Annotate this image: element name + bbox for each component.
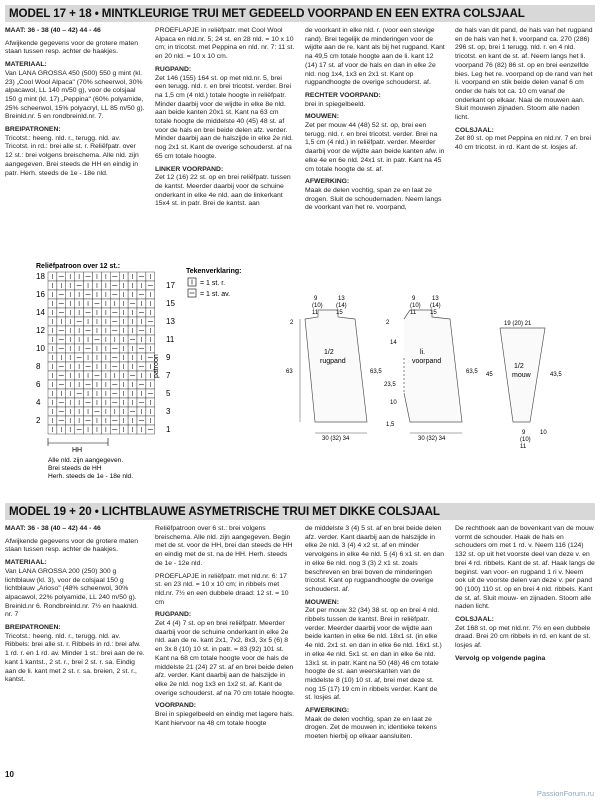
- m2-gauge-text: PROEFLAPJE in reliëfpatr. met nld.nr. 6: 17 st. en 23 nld. = 10 x 10 cm; in ribbels met nld.nr. 7½ en een dubbele draad: 12 st. = 10 cm: [155, 572, 289, 606]
- m2-continued-note: Vervolg op volgende pagina: [455, 654, 546, 662]
- m1-material-heading: MATERIAAL:: [5, 61, 47, 69]
- m2-cowl-text: Zet 168 st. op met nld.nr. 7½ en een dubbele draad. Brei 20 cm ribbels in rd. en kant de st. losjes af.: [455, 624, 591, 650]
- model-17-text-columns: [5, 27, 595, 252]
- m2-material-heading: MATERIAAL:: [5, 559, 47, 567]
- knitting-chart-grid: [48, 272, 155, 434]
- legend-title: Tekenverklaring:: [186, 268, 242, 275]
- m1-back-heading: RUGPAND:: [155, 65, 192, 73]
- m2-finishing-text: Maak de delen vochtig, span ze en laat ze drogen. Zet de mouwen in; identieke tekens moeten hierbij op elkaar aansluiten.: [305, 715, 437, 741]
- m1-front-cont-text: de voorkant in elke nld. r. (voor een stevige rand). Brei tegelijk de minderingen voor de wijdte aan de re. kant als bij het rugpand. Kant na 49,5 cm totale hoogte aan de li. kant 12 (14) 17 st. af voor de hals en dan in elke 2e nld. nog 1x4, 1x3 en 2x1 st. Kant op rugpandhoogte de overige schouderst. af.: [305, 27, 445, 87]
- front-d-11: 11: [410, 310, 417, 316]
- m2-patterns-text: Tricotst.: heeng. nld. r., terugg. nld. av. Ribbels: brei alle st. r. Ribbels in rd.: brei afw. 1 rd. r. en 1 rd. av. Minder 1 st.: brei aan de re. kant 1 kantst., 2 st. r., brei 2 st. r. sa. Eindig aan de li. kant met 2 st. r. sa. breien, 2 st. r., kantst.: [5, 632, 145, 684]
- page-number: 10: [5, 770, 14, 779]
- sleeve-label-1: 1/2: [514, 363, 524, 370]
- m1-patterns-text: Tricotst.: heeng. nld. r., terugg. nld. av. Tricotst. in rd.: brei alle st. r. Reliëfpatr. over 12 st.: brei volgens breischema. Alle nld. zijn aangegeven. Brei steeds de HH en eindig in patr. Herh. steeds de 1e - 18e nld.: [5, 134, 139, 177]
- m2-relief-text: Reliëfpatroon over 6 st.: brei volgens breischema. Alle nld. zijn aangegeven. Begin met de st. voor de HH, brei dan steeds de HH en eindig met de st. na de HH. Herh. steeds de 1e - 12e nld.: [155, 525, 293, 567]
- back-d-2: 2: [290, 320, 294, 326]
- m1-back-text: Zet 146 (155) 164 st. op met nld.nr. 5, brei een terugg. nld. r. en brei tricotst. verder. Brei na 1,5 cm (4 nld.) totale hoogte in reliëfpatr. Minder daarbij voor de wijdte in elke 8e nld. aan beide kanten 20x1 st. Kant na 63 cm totale hoogte de middelste 40 (45) 48 st. af voor de hals en brei beide delen afz. verder. Minder daarbij aan de halszijde in elke 2e nld. nog 2x1 st. Kant de overige schouderst. af na 65 cm totale hoogte.: [155, 74, 293, 160]
- back-d-10: (10): [312, 303, 323, 309]
- front-label-1: li.: [420, 349, 426, 356]
- m2-finishing-cont-text: De rechthoek aan de bovenkant van de mouw vormt de schouder. Haak de hals en schouders om met 1 rd. v. Neem 116 (124) 132 st. op uit het voorste deel van deze v. en brei 4 rd. ribbels. Kant de st. af. Haak langs de beginst. van voor- en rugpand 1 ri v. Neem ook uit de voorste delen van deze v. per pand 90 (100) 110 st. op en brei 4 nld. ribbels. Kant de st. af. Sluit mouw- en zijnaden. Stoom alle naden licht.: [455, 525, 595, 611]
- m2-cowl-heading: COLSJAAL:: [455, 616, 494, 624]
- front-d-9: 9: [412, 296, 416, 302]
- chart-title: Reliëfpatroon over 12 st.:: [36, 263, 121, 270]
- sleeve-d-11: 11: [520, 444, 527, 450]
- m1-finishing-text: Maak de delen vochtig, span ze en laat ze drogen. Sluit de schoudernaden. Neem langs de voorkant van het re. voorpand,: [305, 186, 442, 212]
- m1-size-note: Afwijkende gegevens voor de grotere maten staan tussen resp. achter de haakjes.: [5, 39, 138, 56]
- row-num-11: 11: [166, 335, 175, 344]
- row-num-18: 18: [36, 272, 45, 281]
- front-d-235: 23,5: [384, 382, 396, 388]
- m1-finishing-heading: AFWERKING:: [305, 178, 350, 186]
- m1-patterns-heading: BREIPATRONEN:: [5, 126, 61, 134]
- m2-front-cont-text: de middelste 3 (4) 5 st. af en brei beide delen afz. verder. Kant daarbij aan de halszijde in elke 2e nld. 3 (4) 4 x2 st. af en minder vervolgens in elke 4e nld. 5 (4) 6 x1 st. en dan in elke 6e nld. nog 3 (3) 2 x1 st. zoals beschreven en brei boven de minderingen tricotst. Kant op rugpandhoogte de overige schouderst. af.: [305, 525, 445, 593]
- sleeve-d-435: 43,5: [550, 372, 562, 378]
- model-19-text-columns: [5, 525, 595, 765]
- sleeve-d-10b: 10: [540, 430, 547, 436]
- row-num-3: 3: [166, 407, 171, 416]
- front-d-width: 30 (32) 34: [418, 436, 446, 442]
- m2-column-2: [155, 525, 295, 765]
- front-label-2: voorpand: [412, 358, 442, 365]
- m2-back-text: Zet 4 (4) 7 st. op en brei reliëfpatr. Meerder daarbij voor de schuine onderkant in elke 2e nld. aan de re. kant 2x1, 7x2, 8x3, 3x 5 (6) 8 en 3x 8 (10) 10 st. in patr. = 83 (92) 101 st. Kant na 68 cm totale hoogte voor de hals de middelste 21 (24) 27 st. af en brei beide delen afz. verder. Kant daarbij aan de halszijde in elke 2e nld. nog 1x3 en 1x2 st. af. Kant de overige schouderst. af na 70 cm totale hoogte.: [155, 620, 295, 697]
- legend-purl: = 1 st. av.: [200, 291, 231, 298]
- m1-right-front-heading: RECHTER VOORPAND:: [305, 91, 381, 99]
- m1-left-front-heading: LINKER VOORPAND:: [155, 165, 224, 173]
- front-d-15b: 1,5: [386, 422, 395, 428]
- front-d-10: (10): [410, 303, 421, 309]
- row-num-9: 9: [166, 353, 171, 362]
- m1-size: MAAT: 36 - 38 (40 – 42) 44 - 46: [5, 27, 101, 34]
- row-num-8: 8: [36, 362, 41, 371]
- sleeve-label-2: mouw: [512, 372, 531, 379]
- m2-column-3: [305, 525, 445, 765]
- m1-sleeves-text: Zet per mouw 44 (48) 52 st. op, brei een terugg. nld. r. en brei tricotst. verder. Brei na 1,5 cm (4 nld.) in reliëfpatr. verder. Meerder daarbij voor de wijdte aan beide kanten afw. in elke 4e en 6e nld. 24x1 st. in patr. Kant na 45 cm totale hoogte de st. af.: [305, 122, 445, 173]
- m1-gauge-text: PROEFLAPJE in reliëfpatr. met Cool Wool Alpaca en nld.nr. 5; 24 st. en 28 nld. = 10 x 10 cm; in tricotst. met Peppina en nld. nr. 7: 11 st. en 20 nld. = 10 x 10 cm.: [155, 27, 295, 61]
- m2-front-heading: VOORPAND:: [155, 702, 197, 710]
- back-d-13: 13: [338, 296, 345, 302]
- row-num-16: 16: [36, 290, 45, 299]
- chart-side-label: patroon: [153, 354, 160, 378]
- m2-column-1: [5, 525, 145, 765]
- back-label-2: rugpand: [320, 358, 346, 365]
- m1-cowl-heading: COLSJAAL:: [455, 126, 494, 134]
- row-num-4: 4: [36, 398, 41, 407]
- model-17-18-title: MODEL 17 + 18 • MINTKLEURIGE TRUI MET GEDEELD VOORPAND EN EEN EXTRA COLSJAAL: [5, 5, 595, 22]
- chart-note-1: Alle nld. zijn aangegeven.: [48, 457, 124, 464]
- back-d-14: (14): [336, 303, 347, 309]
- row-num-12: 12: [36, 326, 45, 335]
- m1-material-text: Van LANA GROSSA 450 (500) 550 g mint (kl. 23) „Cool Wool Alpaca" (70% scheerwol, 30% alpacawol, LL 140 m/50 g), voor de colsjaal 150 g mint (kl. 17) „Peppina" (60% polyamide, 25% scheerwol, 15% polyacryl, LL 85 m/50 g). Breinld.nr. 5 en rondbreinld.nr. 7.: [5, 69, 145, 121]
- back-label-1: 1/2: [324, 349, 334, 356]
- m1-cowl-text: Zet 80 st. op met Peppina en nld.nr. 7 en brei 40 cm tricotst. in rd. Kant de st. losjes af.: [455, 135, 592, 152]
- m2-material-text: Van LANA GROSSA 200 (250) 300 g lichtblauw (kl. 3), voor de colsjaal 150 g lichtblauw „Arioso" (48% scheerwol, 30% alpacawol, 22% polyamide, LL 240 m/50 g). Breinld.nr 6. Rondbreinld.nr. 7½ en haaknld. nr. 7: [5, 567, 139, 619]
- back-schematic: [305, 310, 367, 422]
- m2-patterns-heading: BREIPATRONEN:: [5, 624, 61, 632]
- diagram-area: [0, 258, 600, 498]
- front-d-635: 63,5: [466, 369, 478, 375]
- chart-note-2: Brei steeds de HH: [48, 465, 102, 472]
- m1-finishing-cont-text: de hals van dit pand, de hals van het rugpand en de hals van het li. voorpand ca. 270 (286) 296 st. op, brei 1 terugg. nld. r. en 4 nld. tricotst. en kant de st. af. Neem langs het li. voorpand 76 (82) 86 st. op en brei eenzelfde bies. Leg het re. voorpand op de rand van het li. voorpand en stik beide delen vanaf 6 cm onder de hals tot ca. 10 cm vanaf de onderkant op elkaar. Naai de mouwen aan. Sluit mouwen zijnaden. Stoom alle naden licht.: [455, 27, 593, 122]
- back-d-63: 63: [286, 369, 293, 375]
- m1-left-front-text: Zet 12 (16) 22 st. op en brei reliëfpatr. tussen de kantst. Meerder daarbij voor de schuine onderkant in elke 4e nld. aan de linkerkant 15x4 st. in patr. Brei de kantst. aan: [155, 174, 291, 208]
- sleeve-d-top: 19 (20) 21: [504, 321, 532, 327]
- front-d-10b: 10: [390, 400, 397, 406]
- chart-repeat-label: HH: [72, 447, 83, 454]
- front-d-13: 13: [432, 296, 439, 302]
- row-num-6: 6: [36, 380, 41, 389]
- legend-knit: = 1 st. r.: [200, 280, 226, 287]
- front-d-14: (14): [430, 303, 441, 309]
- row-num-13: 13: [166, 317, 175, 326]
- model-19-20-title: MODEL 19 + 20 • LICHTBLAUWE ASYMETRISCHE TRUI MET DIKKE COLSJAAL: [5, 503, 595, 520]
- row-num-7: 7: [166, 371, 171, 380]
- m1-column-3: [305, 27, 445, 252]
- m2-finishing-heading: AFWERKING:: [305, 707, 350, 715]
- back-d-9: 9: [314, 296, 318, 302]
- front-d-2: 2: [386, 320, 390, 326]
- row-num-1: 1: [166, 425, 171, 434]
- front-d-15: 15: [430, 310, 437, 316]
- m1-sleeves-heading: MOUWEN:: [305, 113, 339, 121]
- row-num-17: 17: [166, 281, 175, 290]
- chart-note-3: Herh. steeds de 1e - 18e nld.: [48, 473, 134, 480]
- m2-sleeves-heading: MOUWEN:: [305, 598, 339, 606]
- back-d-width: 30 (32) 34: [322, 436, 350, 442]
- sleeve-d-9: 9: [522, 430, 526, 436]
- watermark: PassionForum.ru: [536, 789, 594, 798]
- m2-front-text: Brei in spiegelbeeld en eindig met lagere hals. Kant hiervoor na 48 cm totale hoogte: [155, 711, 295, 727]
- row-num-2: 2: [36, 416, 41, 425]
- m2-column-4: [455, 525, 595, 765]
- m1-right-front-text: brei in spiegelbeeld.: [305, 100, 366, 108]
- m2-size: MAAT: 36 - 38 (40 – 42) 44 - 46: [5, 525, 101, 532]
- sleeve-d-45: 45: [486, 372, 493, 378]
- sleeve-d-10: (10): [520, 437, 531, 443]
- row-num-5: 5: [166, 389, 171, 398]
- back-d-11: 11: [312, 310, 319, 316]
- front-schematic: [404, 310, 462, 422]
- front-d-14b: 14: [390, 340, 397, 346]
- m1-column-4: [455, 27, 595, 252]
- m2-size-note: Afwijkende gegevens voor de grotere maten staan tussen resp. achter de haakjes.: [5, 537, 138, 554]
- m1-column-2: [155, 27, 295, 252]
- row-num-15: 15: [166, 299, 175, 308]
- back-d-635: 63,5: [370, 369, 382, 375]
- m2-sleeves-text: Zet per mouw 32 (34) 38 st. op en brei 4 nld. ribbels tussen de kantst. Brei in reliëfpatr. verder. Meerder daarbij voor de wijdte aan beide kanten in elke 6e nld. 18x1 st. (in elke 4e nld. 2x1 st. en dan in elke 6e nld. 16x1 st.) in elke 4e nld. 5x1 st. en dan in elke 6e nld. 13x1 st. in patr. Kant na 50 (48) 46 cm totale hoogte de st. aan weerskanten van de middelste 8 (10) 10 st. af, brei met deze st. nog 15 (17) 19 cm in ribbels verder. Kant de st. losjes af.: [305, 607, 442, 702]
- back-d-15: 15: [336, 310, 343, 316]
- m2-back-heading: RUGPAND:: [155, 611, 192, 619]
- row-num-14: 14: [36, 308, 45, 317]
- row-num-10: 10: [36, 344, 45, 353]
- m1-column-1: [5, 27, 145, 252]
